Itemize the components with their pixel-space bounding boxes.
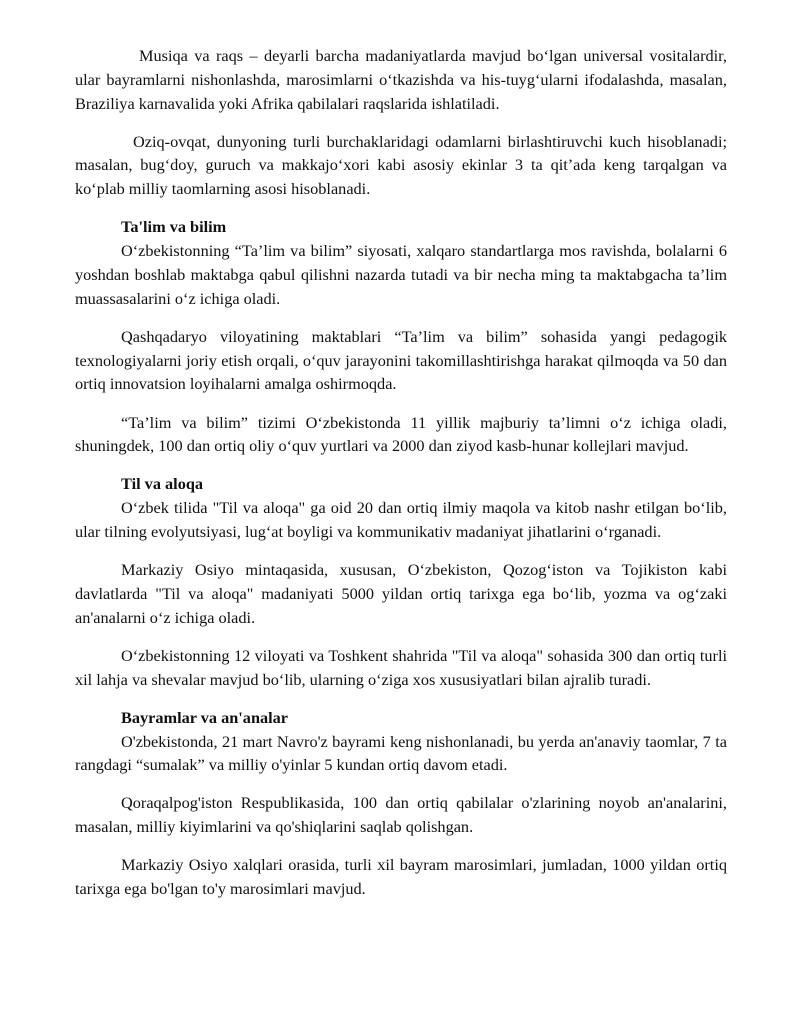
- paragraph: O'zbekistonda, 21 mart Navro'z bayrami keng nishonlanadi, bu yerda an'anaviy taomlar, 7 ta rangdagi “sumalak” va milliy o'yinlar 5 kundan ortiq davom etadi.: [75, 731, 727, 775]
- section-heading: Ta'lim va bilim: [121, 217, 227, 237]
- paragraph: Oʻzbek tilida "Til va aloqa" ga oid 20 dan ortiq ilmiy maqola va kitob nashr etilgan boʻlib, ular tilning evolyutsiyasi, lugʻat boyligi va kommunikativ madaniyat jihatlarini oʻrganadi.: [75, 498, 727, 542]
- paragraph: Oʻzbekistonning 12 viloyati va Toshkent shahrida "Til va aloqa" sohasida 300 dan ortiq turli xil lahja va shevalar mavjud boʻlib, ularning oʻziga xos xususiyatlari bilan ajralib turadi.: [75, 645, 727, 689]
- section-language: [75, 472, 727, 496]
- paragraph: Markaziy Osiyo mintaqasida, xususan, Oʻzbekiston, Qozogʻiston va Tojikiston kabi davlatlarda "Til va aloqa" madaniyati 5000 yildan ortiq tarixga ega boʻlib, yozma va ogʻzaki an'analarni oʻz ichiga oladi.: [75, 560, 727, 627]
- section-heading: Bayramlar va an'analar: [121, 707, 289, 727]
- section-holidays: [75, 706, 727, 730]
- paragraph: Qoraqalpog'iston Respublikasida, 100 dan ortiq qabilalar o'zlarining noyob an'analarini, masalan, milliy kiyimlarini va qo'shiqlarini saqlab qolishgan.: [75, 793, 727, 837]
- intro-paragraph-music: Musiqa va raqs – deyarli barcha madaniyatlarda mavjud boʻlgan universal vositalardir, ular bayramlarni nishonlashda, marosimlarni oʻtkazishda va his-tuygʻularni ifodalashda, masalan, Braziliya karnavalida yoki Afrika qabilalari raqslarida ishlatiladi.: [75, 46, 727, 113]
- section-heading: Til va aloqa: [121, 474, 204, 494]
- section-education: [75, 215, 727, 239]
- paragraph: “Taʼlim va bilim” tizimi Oʻzbekistonda 11 yillik majburiy taʼlimni oʻz ichiga oladi, shuningdek, 100 dan ortiq oliy oʻquv yurtlari va 2000 dan ziyod kasb-hunar kollejlari mavjud.: [75, 412, 727, 456]
- document-page: [75, 44, 727, 915]
- intro-paragraph-food: Oziq-ovqat, dunyoning turli burchaklaridagi odamlarni birlashtiruvchi kuch hisoblanadi; masalan, bugʻdoy, guruch va makkajoʻxori kabi asosiy ekinlar 3 ta qitʼada keng tarqalgan va koʻplab milliy taomlarning asosi hisoblanadi.: [75, 131, 727, 199]
- paragraph: Qashqadaryo viloyatining maktablari “Taʼlim va bilim” sohasida yangi pedagogik texnologiyalarni joriy etish orqali, oʻquv jarayonini takomillashtirishga harakat qilmoqda va 50 dan ortiq innovatsion loyihalarni amalga oshirmoqda.: [75, 326, 727, 394]
- paragraph: Oʻzbekistonning “Taʼlim va bilim” siyosati, xalqaro standartlarga mos ravishda, bolalarni 6 yoshdan boshlab maktabga qabul qilishni nazarda tutadi va bir necha ming ta maktabgacha taʼlim muassasalarini oʻz ichiga oladi.: [75, 241, 727, 308]
- paragraph: Markaziy Osiyo xalqlari orasida, turli xil bayram marosimlari, jumladan, 1000 yildan ortiq tarixga ega bo'lgan to'y marosimlari mavjud.: [75, 855, 727, 899]
